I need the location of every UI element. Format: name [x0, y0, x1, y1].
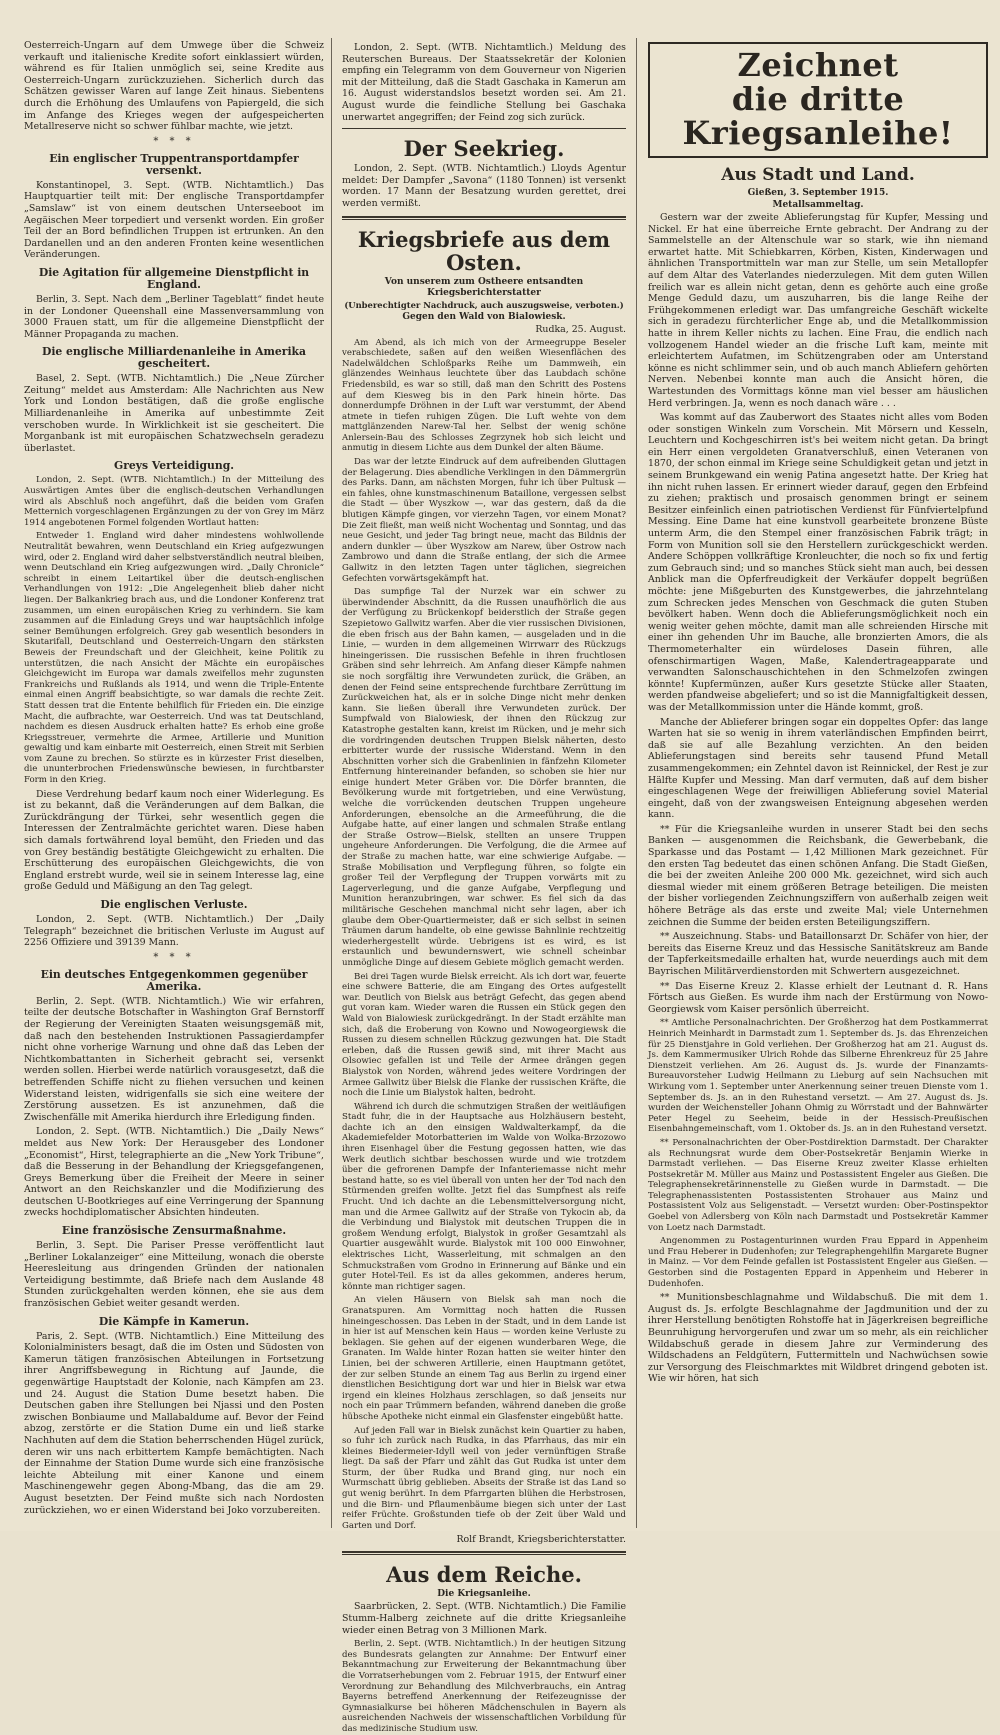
article-paragraph: Oesterreich-Ungarn auf dem Umwege über die Schweiz verkauft und italienische Kredite sofort einklassiert würden, während es für Italien unmöglich sei, seine Kredite aus Oesterreich-Ungarn zurückzuziehen. Sicherlich durch das Schätzen gewisser Waren auf lange Zeit hinaus. Siebentens durch die Erhöhung des Umlaufens von Papiergeld, die sich im Anfange des Krieges wegen der aufgespeicherten Metallreserve nicht so schwer fühlbar machte, wie jetzt. [24, 40, 324, 133]
article-paragraph: Bei drei Tagen wurde Bielsk erreicht. Als ich dort war, feuerte eine schwere Batterie, die am Eingang des Ortes aufgestellt war. Deutlich von Bielsk aus beträgt Gefecht, das gegen abend gut voran kam. Wieder waren die Russen ein Stück gegen den Wald von Bialowiesk zurückgedrängt. In der Stadt erzählte man sich, daß die Eroberung von Kowno und Nowogeorgiewsk die Russen zu diesem schnellen Rückzug gezwungen hat. Die Stadt erleben, daß die Russen gewiß sind, mit ihrer Macht aus Olsowiec gefallen ist und Teile der Armee drängen gegen Bialystok von Norden, während jedes weitere Vordringen der Armee Gallwitz über Bielsk die Flanke der russischen Kräfte, die noch die Linie um Bialystok halten, bedroht. [342, 971, 626, 1099]
section-heading: Aus Stadt und Land. [721, 165, 915, 185]
article-paragraph: Manche der Ablieferer bringen sogar ein doppeltes Opfer: das lange Warten hat sie so wenig in ihrem vaterländischen Empfinden beirrt, daß sie auf alle Bezahlung verzichten. An den beiden Ablieferungstagen sind bereits sehr tausend Pfund Metall zusammengekommen; ein Zehntel davon ist Reinnickel, der Rest je zur Hälfte Kupfer und Messing. Man darf vermuten, daß auf dem bisher eingeschlagenen Wege der freiwilligen Ablieferung soviel Material eingeht, daß von der zwangsweisen Enteignung abgesehen werden kann. [648, 716, 988, 821]
article-paragraph: Am Abend, als ich mich von der Armeegruppe Beseler verabschiedete, saßen auf den weißen Wiesenflächen des Nadelwäldchen Schloßparks Reihe um Dammweih, ein glänzendes Weinhaus leuchtete über das Laubdach schöne Friedensbild, es war so still, daß man den Schritt des Postens auf dem Kiesweg bis in den Park hinein hörte. Das donnerdumpfe Dröhnen in der Luft war verstummt, der Abend atmete in tiefen ruhigen Zügen. Die Luft wehte von dem mattglänzenden Narew-Tal her. Selbst der wenig schöne Anlersein-Bau des Schlosses Zegrzynek hob sich leicht und anmutig in diesem Lichte aus dem Dunkel der alten Bäume. [342, 337, 626, 454]
section-rule [342, 216, 626, 220]
news-item: ** Auszeichnung. Stabs- und Bataillonsarzt Dr. Schäfer von hier, der bereits das Eiserne Kreuz und das Hessische Sanitätskreuz am Bande der Tapferkeitsmedaille erhalten hat, wurde neuerdings auch mit dem Bayrischen Militärverdienstorden mit Schwertern ausgezeichnet. [648, 931, 988, 977]
news-item: ** Für die Kriegsanleihe wurden in unserer Stadt bei den sechs Banken — ausgenommen die Reichsbank, die Gewerbebank, die Sparkasse und das Postamt — 1,42 Millionen Mark gezeichnet. Für den ersten Tag bedeutet das einen schönen Anfang. Die Stadt Gießen, die bei der zweiten Anleihe 200 000 Mk. gezeichnet, wird sich auch diesmal wieder mit einem größeren Betrage beteiligen. Die meisten der bisher vorliegenden Zeichnungsziffern von außerhalb zeigen weit höhere Beträge als das erste und zweite Mal; viele Unternehmen zeichnen die Summe der beiden ersten Beteiligungsziffern. [648, 823, 988, 928]
article-heading: Die englischen Verluste. [100, 898, 248, 911]
article-subheading: Gegen den Wald von Bialowiesk. [402, 311, 566, 322]
article-heading: Ein deutsches Entgegenkommen gegenüber Amerika. [40, 967, 308, 993]
article-paragraph: Berlin, 2. Sept. (WTB. Nichtamtlich.) In der heutigen Sitzung des Bundesrats gelangten zur Annahme: Der Entwurf einer Bekanntmachung zur Erweiterung der Bekanntmachung über die Vorratserhebungen vom 2. Februar 1915, der Entwurf einer Verordnung zur Behandlung des Milchverbrauchs, ein Antrag Bayerns betreffend Anerkennung der Reifezeugnisse der Gymnasialkurse bei höheren Mädchenschulen in Bayern als ausreichenden Nachweis der wissenschaftlichen Vorbildung für das medizinische Studium usw. [342, 1639, 626, 1734]
dateline: Gießen, 3. September 1915. [747, 188, 889, 198]
article-heading: Eine französische Zensurmaßnahme. [61, 1224, 287, 1238]
news-item: ** Amtliche Personalnachrichten. Der Großherzog hat dem Postkammerrat Heinrich Meinhardt in Darmstadt zum 1. September ds. Js. das Ehrenzeichen für 25 Dienstjahre in Gold verliehen. Der Großherzog hat am 21. August ds. Js. dem Kammermusiker Ulrich Rohde das Silberne Ehrenkreuz für 25 Jahre Dienstzeit verliehen. Am 26. August ds. Js. wurde der Finanzamts-Bureauvorsteher Ludwig Heilmann zu Lieburg auf sein Nachsuchen mit Wirkung vom 1. September unter Anerkennung seiner treuen Dienste vom 1. September ds. Js. an in den Ruhestand versetzt. — Am 27. August ds. Js. wurden der Weichensteller Johann Ohmig zu Wörrstadt und der Bahnwärter Peter Hegel zu Seeheim, beide in der Hessisch-Preußischen Eisenbahngemeinschaft, vom 1. Oktober ds. Js. an in den Ruhestand versetzt. [648, 1018, 988, 1135]
article-paragraph: Auf jeden Fall war in Bielsk zunächst kein Quartier zu haben, so fuhr ich zurück nach Rudka, in das Pfarrhaus, das mir ein kleines Biedermeier-Idyll weil von jeder vernünftigen Straße liegt. Da saß der Pfarr und zählt das Gut Rudka ist unter dem Sturm, der über Rudka und Brand ging, nur noch ein Wurmschatt übrig geblieben. Abseits der Straße ist das Land so gut wenig berührt. In dem Pfarrgarten blühen die Herbstrosen, und die Birn- und Pflaumenbäume biegen sich unter der Last reifer Früchte. Großstunden tiefe ob der Zeit über Wald und Garten und Dorf. [342, 1425, 626, 1531]
article-heading: Die Agitation für allgemeine Dienstpflicht in England. [38, 265, 310, 291]
article-paragraph: Entweder 1. England wird daher mindestens wohlwollende Neutralität bewahren, wenn Deutschland ein Krieg aufgezwungen wird, oder 2. England wird daher selbstverständlich neutral bleiben, wenn Deutschland ein Krieg aufgezwungen wird. „Daily Chronicle“ schreibt in einem Leitartikel über die deutsch-englischen Verhandlungen von 1912: „Die Angelegenheit blieb daher nicht liegen. Der Balkankrieg brach aus, und die Londoner Konferenz trat zusammen, um einen europäischen Krieg zu verhindern. Sie kam zusammen auf die Einladung Greys und war hauptsächlich infolge seiner Bemühungen erfolgreich. Grey gab wesentlich besonders in Skutarifall, Deutschland und Oesterreich-Ungarn den stärksten Beweis der Freundschaft und der Gleichheit, keine Politik zu unterstützen, die nach Ansicht der Mächte ein europäisches Gleichgewicht im Europa war damals zweifellos mehr zugunsten Frankreichs und Rußlands als 1914, und wenn die Triple-Entente einmal einen Angriff beabsichtigte, so war damals die rechte Zeit. Statt dessen trat die Entente behilflich für Frieden ein. Die einzige Macht, die aufbrachte, war Oesterreich. Und was tat Deutschland, nachdem es diesen Ausdruck erhalten hatte? Es erhob eine große Kriegsstreuer, vermehrte die Armee, Artillerie und Munition gewaltig und kam einbarte mit Oesterreich, einen Streit mit Serbien vom Zaune zu brechen. So stürzte es in kürzester Frist dieselben, die ununterbrochen Friedenswünsche bewiesen, in furchtbarster Form in den Krieg. [24, 531, 324, 786]
news-item: Angenommen zu Postagenturinnen wurden Frau Eppard in Appenheim und Frau Heberer in Dudenhofen; zur Telegraphengehilfin Margarete Bugner in Mainz. — Vor dem Feinde gefallen ist Postassistent Engeler aus Gießen. — Gestorben sind die Postagenten Eppard in Appenheim und Heberer in Dudenhofen. [648, 1236, 988, 1289]
article-paragraph: London, 2. Sept. (WTB. Nichtamtlich.) Die „Daily News“ meldet aus New York: Der Herausgeber des Londoner „Economist“, Hirst, telegraphierte an die „New York Tribune“, daß die Besserung in der Behandlung der Kriegsgefangenen, Greys Bemerkung über die Freiheit der Meere in seiner Antwort an den Reichskanzler und die Modifizierung des deutschen U-Bootkrieges auf eine Verringerung der Spannung zwecks hochdiplomatischer Absichten hindeuten. [24, 1126, 324, 1219]
column-left [6, 0, 328, 1531]
article-heading: Ein englischer Truppentransportdampfer versenkt. [49, 151, 299, 177]
article-subheading: Die Kriegsanleihe. [437, 1589, 531, 1600]
article-paragraph: London, 2. Sept. (WTB. Nichtamtlich.) In der Mitteilung des Auswärtigen Amtes über die englisch-deutschen Verhandlungen wird als Abschluß noch angeführt, daß die beiden vom Grafen Metternich vorgeschlagenen Ergänzungen zu der von Grey im März 1914 angebotenen Formel folgenden Wortlaut hatten: [24, 475, 324, 528]
section-heading: Kriegsbriefe aus dem Osten. [357, 226, 611, 275]
author-signature: Rolf Brandt, Kriegsberichterstatter. [456, 1534, 626, 1546]
article-heading: Die Kämpfe in Kamerun. [98, 1314, 250, 1328]
article-heading: Greys Verteidigung. [114, 459, 234, 473]
article-subheading: Metallsammeltag. [772, 200, 864, 210]
article-paragraph: London, 2. Sept. (WTB. Nichtamtlich.) Der „Daily Telegraph“ bezeichnet die britischen Verluste im August auf 2256 Offiziere und 39139 Mann. [24, 914, 324, 949]
copyright-note: (Unberechtigter Nachdruck, auch auszugsweise, verboten.) [344, 299, 624, 310]
article-heading: Die englische Milliardenanleihe in Amerika gescheitert. [41, 345, 307, 371]
article-paragraph: Diese Verdrehung bedarf kaum noch einer Widerlegung. Es ist zu bekannt, daß die Veränderungen auf dem Balkan, die Zurückdrängung der Türkei, sehr wesentlich gegen die Interessen der Zentralmächte gerichtet waren. Diese haben sich damals fortwährend loyal bemüht, den Frieden und das von Grey beständig bestätigte Gleichgewicht zu erhalten. Die Erschütterung des europäischen Gleichgewichts, die von England erstrebt wurde, weil sie in seinem Interesse lag, eine große Geduld und Mäßigung an den Tag gelegt. [24, 788, 324, 893]
banner-line: Zeichnet [737, 46, 899, 84]
banner-line: die dritte Kriegsanleihe! [682, 80, 954, 152]
war-loan-banner [648, 42, 988, 158]
section-separator: * * * [153, 135, 195, 147]
news-item: ** Das Eiserne Kreuz 2. Klasse erhielt der Leutnant d. R. Hans Förtsch aus Gießen. Es wurde ihm nach der Erstürmung von Nowo-Georgiewsk vom Kaiser persönlich überreicht. [648, 980, 988, 1015]
article-paragraph: Saarbrücken, 2. Sept. (WTB. Nichtamtlich.) Die Familie Stumm-Halberg zeichnete auf die dritte Kriegsanleihe wieder einen Betrag von 3 Millionen Mark. [342, 1601, 626, 1636]
article-paragraph: Konstantinopel, 3. Sept. (WTB. Nichtamtlich.) Das Hauptquartier teilt mit: Der englische Transportdampfer „Samslaw“ ist von einem deutschen Unterseeboot im Aegäischen Meer torpediert und versenkt worden. Ein großer Teil der an Bord befindlichen Truppen ist ertrunken. An den Dardanellen und an den anderen Fronten keine wesentlichen Veränderungen. [24, 179, 324, 261]
section-separator: * * * [153, 951, 195, 963]
column-right [640, 0, 996, 1531]
dateline: Rudka, 25. August. [535, 323, 626, 335]
column-rule [331, 38, 332, 1528]
article-paragraph: Basel, 2. Sept. (WTB. Nichtamtlich.) Die „Neue Zürcher Zeitung“ meldet aus Amsterdam: Alle Nachrichten aus New York und London bestätigen, daß die große englische Milliardenanleihe in Amerika auf unbestimmte Zeit verschoben wurde. In Wirklichkeit ist sie gescheitert. Die Morganbank ist mit europäischen Schatzwechseln geradezu überlastet. [24, 373, 324, 454]
news-item: ** Personalnachrichten der Ober-Postdirektion Darmstadt. Der Charakter als Rechnungsrat wurde dem Ober-Postsekretär Benjamin Wierke in Darmstadt verliehen. — Das Eiserne Kreuz zweiter Klasse erhielten Postsekretär M. Müller aus Mainz und Postassistent Engeler aus Gießen. Die Telegraphensekretärinnenstelle zu Gießen wurde in Darmstadt. — Die Telegraphenassistenten Postassistenten Strohauer aus Mainz und Postassistent Volz aus Seligenstadt. — Versetzt wurden: Ober-Postinspektor Goebel von Adlersberg von Köln nach Darmstadt und Postsekretär Kammer von Loetz nach Darmstadt. [648, 1137, 988, 1233]
article-paragraph: London, 2. Sept. (WTB. Nichtamtlich.) Meldung des Reuterschen Bureaus. Der Staatssekretär der Kolonien empfing ein Telegramm von dem Gouverneur von Nigerien mit der Mitteilung, daß die Stadt Gaschaka in Kamerun am 16. August widerstandslos besetzt worden sei. Am 21. August wurde die feindliche Stellung bei Gaschaka unerwartet angegriffen; der Feind zog sich zurück. [342, 42, 626, 123]
section-rule [342, 128, 626, 129]
article-paragraph: Was kommt auf das Zauberwort des Staates nicht alles vom Boden oder sonstigen Winkeln zum Vorschein. Mit Mörsern und Kesseln, Leuchtern und Kochgeschirren ist's bei weitem nicht getan. Da bringt ein Herr einen vergoldeten Granatverschluß, einen Veteranen von 1870, der schon einmal im Kriege seine Schuldigkeit getan und jetzt in seinem Brunkgewand ein wenig Patina angesetzt hatte. Der Krieg hat ihn nicht ruhen lassen. Er erinnert wieder darauf, gegen den Erbfeind zu ziehen; praktisch und prosaisch genommen bringt er seinem Besitzer einfeinlich einen patriotischen Verdienst für Fünfviertelpfund Messing. Eine Dame hat eine kunstvoll gearbeitete bronzene Büste unterm Arm, die den Stempel einer französischen Fabrik trägt; in Form von Munition soll sie den Herstellern zurückgeschickt werden. Andere Schöppen vollkräftige Kronleuchter, die noch so fix und fertig zum Gebrauch sind; und so manches Stück sieht man auch, bei dessen Anblick man die Opferfreudigkeit der Verkäufer doppelt begrüßen möchte: jene Mißgeburten des Kunstgewerbes, die jahrzehntelang zum Schrecken jedes Menschen von Geschmack die guten Stuben bevölkert haben. Wenn doch die Ablieferungsmöglichkeit noch ein wenig weiter gehen möchte, damit man alle schreienden Hirsche mit einer ihn gehenden Uhr im Bauche, alle bronzierten Amors, die als Thermometerhalter ein würdeloses Dasein führen, alle ofenschirmartigen Wagen, Maße, Kalendertrageapparate und verwandten Salonschauschichtehen in den Schmelzofen zwingen könnte! Kupfermünzen, außer Kurs gesetzte Stücke aller Staaten, werden pfandweise abgeliefert; und so ist die Mannigfaltigkeit dessen, was der Metallkommission unter die Hände kommt, groß. [648, 412, 988, 713]
column-middle [334, 0, 632, 1734]
column-rule [636, 38, 637, 1528]
article-paragraph: London, 2. Sept. (WTB. Nichtamtlich.) Lloyds Agentur meldet: Der Dampfer „Savona“ (1180 Tonnen) ist versenkt worden. 17 Mann der Besatzung wurden gerettet, drei werden vermißt. [342, 163, 626, 209]
article-paragraph: Während ich durch die schmutzigen Straßen der weitläufigen Stadt fuhr, die in der Hauptsache aus Holzhäusern besteht, dachte ich an den einsigen Waldwalterkampf, da die Akademiefelder Motorbatterien im Walde von Wolka-Brzozowo ihren Eisenhagel über die Festung gegossen hatten, wie das Werk deutlich sichtbar beschossen wurde und wie trotzdem über die gefrorenen Dampfe der Infanteriemasse nicht mehr bestand hatte, so es viel überall von unten her der Tod nach den Stürmenden greifen wollte. Jetzt fiel das Sumpfnest als reife Frucht. Und ich dachte an die Lebensmittelversorgung nicht, man und die Armee Gallwitz auf der Straße von Tykocin ab, da die Verbindung und Bialystok mit deutschen Truppen die in großem Wendung erfolgt, Bialystok in großer Gesamtzahl als Quartier ausgewählt wurde. Bialystok mit 100 000 Einwohner, elektrisches Licht, Wasserleitung, mit schmalgen an den Schmuckstraßen vom Grodno in Erinnerung auf Bänke und ein guter Hotel-Teil. Es ist da alles gekommen, anderes herum, könnte man richtiger sagen. [342, 1101, 626, 1292]
article-paragraph: Berlin, 3. Sept. Nach dem „Berliner Tageblatt“ findet heute in der Londoner Queenshall eine Massenversammlung von 3000 Frauen statt, um für die allgemeine Dienstpflicht der Männer Propaganda zu machen. [24, 293, 324, 340]
article-paragraph: Das sumpfige Tal der Nurzek war ein schwer zu überwindender Abschnitt, da die Russen unaufhörlich die aus der Verfügung zu Brückenkopf beiderstlich der Straße gegen Szepietowo Gallwitz warfen. Aber die vier russischen Divisionen, die eben frisch aus der Bahn kamen, — ausgeladen und in die Linie, — wurden in dem allgemeinen Wirrwarr des Rückzugs hineingerissen. Die russischen Befehle in ihren fruchtlosen Gräben sind sehr lehrreich. Am Anfang dieser Kämpfe nahmen sie noch sorgfältig ihre Verwundeten zurück, die Gräben, an denen der Feind seine entsprechende furchtbare Zerrüttung im Zurückweichen hat, als er in solche Dinge nicht mehr denken kann. Sie ließen überall ihre Verwundeten zurück. Der Sumpfwald von Bialowiesk, der ihnen den Rückzug zur Katastrophe gestalten kann, kreist im Rücken, und je mehr sich die vordringenden deutschen Truppen Bielsk näherten, desto erbitterter wurde der russische Widerstand. Wenn in den Abschnitten vorher sich die Grabenlinien in fänfzehn Kilometer Entfernung hintereinander befanden, so schoben sie hier nur einige hundert Meter Gräben vor. Die Dörfer brannten, die Bevölkerung wurde mit fortgetrieben, und eine Verwüstung, welche die vorrückenden deutschen Truppen ungeheure Anforderungen, ebensolche an die Armeeführung, die die Aufgabe hatte, auf einer langen und schmalen Straße entlang der Straße Ostrow—Bielsk, stellten an unsere Truppen ungeheure Anforderungen. Die Verfolgung, die die Armee auf der Straße zu machen hatte, war eine schwierige Aufgabe. — Straße Mobilisation und Verpflegung führen, so folgte ein großer Teil der Verpflegung der Truppen vorwärts mit zu Lagerverlegung, und die ganze Aufgabe, Verpflegung und Munition heranzubringen, war schwer. Es fiel sich da das militärische Geschehen manchmal nicht sehr lagen, aber ich glaube dem Ober-Quartiermeister, daß er sich selbst in seinen Träumen darum handelte, ob eine gewisse Bahnlinie rechtzeitig wiederhergestellt würde. Uebrigens ist es wird, es ist erstaunlich und bewundernswert, wie schnell scheinbar unmögliche Dinge auf diesem Gebiete möglich gemacht werden. [342, 587, 626, 968]
section-heading: Der Seekrieg. [403, 136, 565, 162]
article-paragraph: An vielen Häusern von Bielsk sah man noch die Granatspuren. Am Vormittag noch hatten die Russen hineingeschossen. Das Leben in der Stadt, und in dem Lande ist in hier ist auf Menschen kein Haus — worden keine Verluste zu beklagen. Sie gehen auf der eigenen wunderbaren Wege, die Granaten. Im Walde hinter Rozan hatten sie weiter hinter den Linien, bei der schweren Artillerie, einen Hauptmann getötet, der zur selben Stunde an einem Tag aus Berlin zu irgend einer dienstlichen Besichtigung dort war und hier in Bielsk war etwa irgend ein kleines Holzhaus zerschlagen, so daß jenseits nur noch ein paar Trümmern befanden, während daneben die große hübsche Apotheke nicht einmal ein Glasfenster eingebüßt hatte. [342, 1295, 626, 1422]
section-heading: Aus dem Reiche. [386, 1562, 582, 1588]
article-paragraph: Berlin, 3. Sept. Die Pariser Presse veröffentlicht laut „Berliner Lokalanzeiger“ eine Mitteilung, wonach die oberste Heeresleitung aus dringenden Gründen der nationalen Verteidigung bestimmte, daß Briefe nach dem Auslande 48 Stunden zurückgehalten werden können, ehe sie aus dem französischen Gebiet weiter gesandt werden. [24, 1240, 324, 1310]
article-paragraph: Gestern war der zweite Ablieferungstag für Kupfer, Messing und Nickel. Er hat eine überreiche Ernte gebracht. Der Andrang zu der Sammelstelle an der Altenschule war so stark, wie ihn niemand erwartet hatte. Mit Schiebkarren, Körben, Kisten, Kinderwagen und ähnlichen Transportmitteln war man zur Stelle, um sein Metallopfer auf dem Altar des Vaterlandes niederzulegen. Mit dem guten Willen freilich war es allein nicht getan, denn es gehörte auch eine große Menge Geduld dazu, um auszuharren, bis die lange Reihe der Frühgekommenen erledigt war. Das umfangreiche Geschäft wickelte sich in geradezu fürchterlicher Enge ab, und die Metallkommission hatte in ihrem Keller nichts zu lachen. Eine Frau, die endlich nach vollzogenem Handel wieder an die frische Luft kam, meinte mit erleichtertem Aufatmen, im Schützengraben oder am Unterstand könne es nicht schlimmer sein, und ob auch manch Abliefern gehörten Nerven. Nebenbei konnte man auch die Ansicht hören, die Wartestunden des Vormittags könne man viel besser am häuslichen Herd verbringen. Ja, wenn es noch danach wäre . . . [648, 212, 988, 409]
news-item: ** Munitionsbeschlagnahme und Wildabschuß. Die mit dem 1. August ds. Js. erfolgte Beschlagnahme der Jagdmunition und der zu ihrer Herstellung benötigten Rohstoffe hat in Jägerkreisen begreifliche Beunruhigung hervorgerufen und zwar um so mehr, als ein reichlicher Wildabschuß gerade in diesem Jahre zur Verminderung des Wildschadens an Feldgütern, Futtermitteln und Nachwüchsen sowie zur Versorgung des Fleischmarktes mit Wildbret dringend geboten ist. Wie wir hören, hat sich [648, 1292, 988, 1385]
article-paragraph: Paris, 2. Sept. (WTB. Nichtamtlich.) Eine Mitteilung des Kolonialministers besagt, daß die im Osten und Südosten von Kamerun tätigen französischen Abteilungen in Fortsetzung ihrer Angriffsbewegung in Richtung auf Jaunde, die gegenwärtige Hauptstadt der Kolonie, nach Kämpfen am 23. und 24. August die Station Dume besetzt haben. Die Deutschen gaben ihre Stellungen bei Njassi und den Posten zwischen Bonbiaume und Mallabaldume auf. Bevor der Feind abzog, zerstörte er die Station Dume ein und ließ starke Nachhuten auf dem die Station beherrschenden Hügel zurück, deren wir uns nach erbittertem Kampfe bemächtigten. Nach der Einnahme der Station Dume wurde sich eine französische leichte Abteilung mit einer Kanone und einem Maschinengewehr gegen Abong-Mbang, das die am 29. August besetzten. Der Feind mußte sich nach Nordosten zurückziehen, wo er einen Widerstand bei Joko vorzubereiten. [24, 1330, 324, 1516]
article-paragraph: Berlin, 2. Sept. (WTB. Nichtamtlich.) Wie wir erfahren, teilte der deutsche Botschafter in Washington Graf Bernstorff der Regierung der Vereinigten Staaten weisungsgemäß mit, daß nach den bestehenden Instruktionen Passagierdampfer nicht ohne vorherige Warnung und ohne daß das Leben der Nichtkombattanten in Sicherheit gebracht sei, versenkt werden sollen. Hierbei werde natürlich vorausgesetzt, daß die betreffenden Schiffe nicht zu fliehen versuchen und keinen Widerstand leisten, widrigenfalls sie sich eine weitere der Zerstörung aussetzen. Es ist anzunehmen, daß die Zwischenfälle mit Amerika hierdurch ihre Erledigung finden. [24, 995, 324, 1123]
section-rule [342, 1551, 626, 1555]
byline: Von unserem zum Ostheere entsandten Kriegsberichterstatter [384, 276, 584, 298]
article-paragraph: Das war der letzte Eindruck auf dem aufreibenden Gluttagen der Belagerung. Dies abendliche Verklingen in den Dämmergrün des Parks. Dann, am nächsten Morgen, fuhr ich über Pultusk — ein fahles, ohne kunstmaschinenum Bataillone, vergessen selbst die Stadt — über Wyszkow —, war das gestern, daß da die blutigen Kämpfe gingen, vor vierzehn Tagen, vor einem Monat? Die Zeit fließt, man weiß nicht Wochentag und Sonntag, und das neue Gesicht, und jeder Tag bringt neue, macht das Bildnis der andern dunkler — über Wyszkow am Narew, über Ostrow nach Zambrowo und dann die Straße entlang, der sich die Armee Gallwitz in den letzten Tagen unter täglichen, siegreichen Gefechten vorwärtsgekämpft hat. [342, 457, 626, 584]
